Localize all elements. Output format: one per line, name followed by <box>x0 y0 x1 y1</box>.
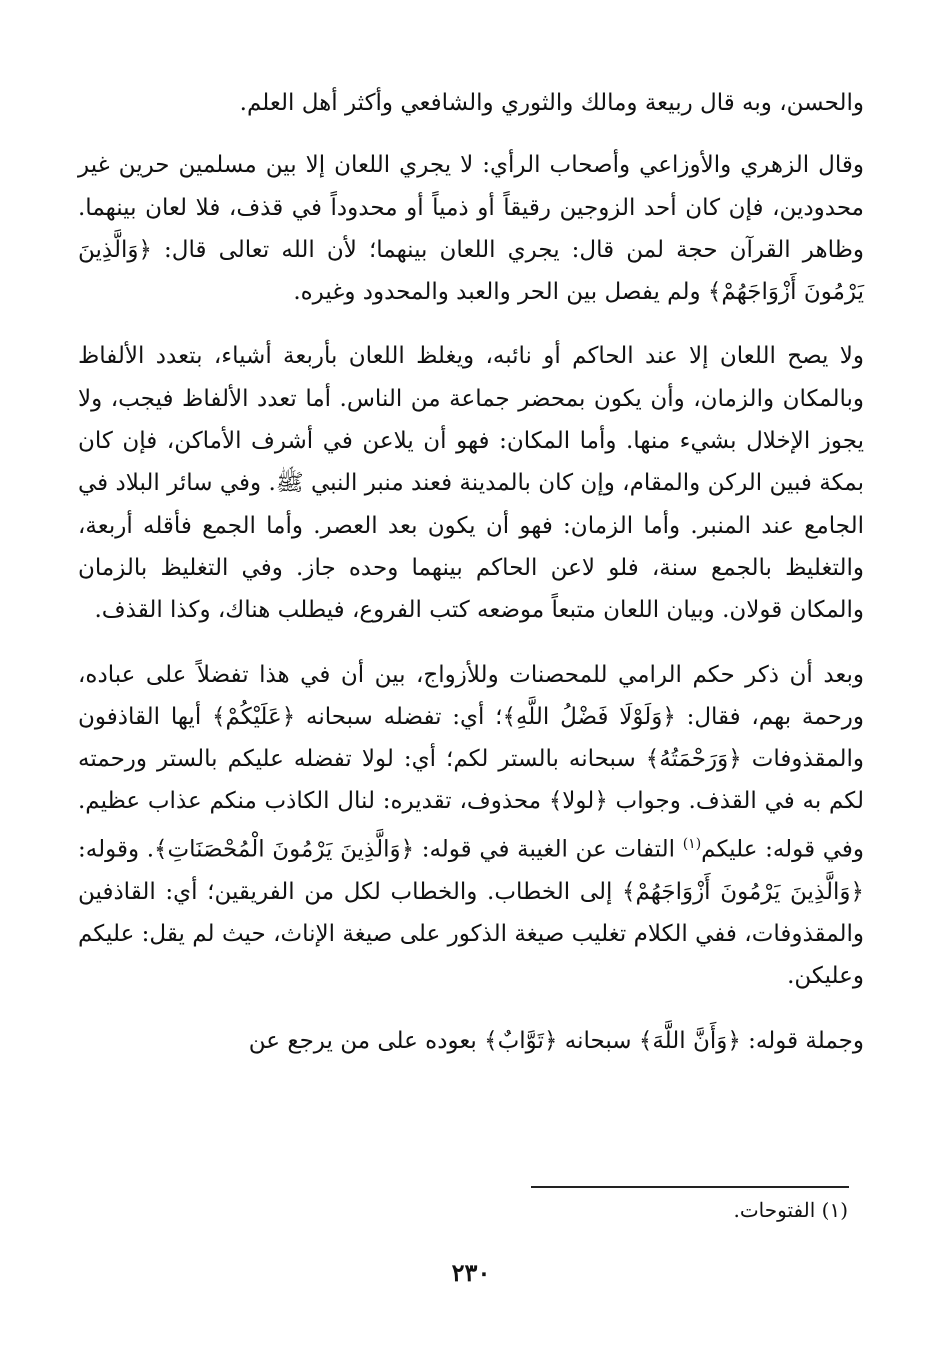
paragraph-3: ولا يصح اللعان إلا عند الحاكم أو نائبه، ويغلظ اللعان بأربعة أشياء، بتعدد الألفاظ وبالمكان والزمان، وأن يكون بمحضر جماعة من الناس. أما تعدد الألفاظ فيجب، ولا يجوز الإخلال بشيء منها. وأما المكان: فهو أن يلاعن في أشرف الأماكن، فإن كان بمكة فبين الركن والمقام، وإن كان بالمدينة فعند منبر النبي ﷺ. وفي سائر البلاد في الجامع عند المنبر. وأما الزمان: فهو أن يكون بعد العصر. وأما الجمع فأقله أربعة، والتغليظ بالجمع سنة، فلو لاعن الحاكم بينهما وحده جاز. وفي التغليظ بالزمان والمكان قولان. وبيان اللعان متبعاً موضعه كتب الفروع، فيطلب هناك، وكذا القذف. <box>78 343 864 624</box>
footnote-separator <box>531 1186 849 1188</box>
footnote-reference: (١) <box>682 835 702 852</box>
page-number: ٢٣٠ <box>451 1258 491 1287</box>
footnote: (١) الفتوحات. <box>733 1198 848 1222</box>
paragraph-4-part-a: وبعد أن ذكر حكم الرامي للمحصنات وللأزواج، بين أن في هذا تفضلاً على عباده، ورحمة بهم، فقال: ﴿وَلَوْلَا فَضْلُ اللَّهِ﴾؛ أي: تفضله سبحانه ﴿عَلَيْكُمْ﴾ أيها القاذفون والمقذوفات ﴿وَرَحْمَتُهُ﴾ سبحانه بالستر لكم؛ أي: لولا تفضله عليكم بالستر ورحمته لكم به في القذف. وجواب ﴿لولا﴾ محذوف، تقديره: لنال الكاذب منكم عذاب عظيم. وفي قوله: عليكم <box>78 661 864 863</box>
paragraph-5: وجملة قوله: ﴿وَأَنَّ اللَّهَ﴾ سبحانه ﴿تَوَّابٌ﴾ بعوده على من يرجع عن <box>248 1027 864 1054</box>
paragraph-1: والحسن، وبه قال ربيعة ومالك والثوري والشافعي وأكثر أهل العلم. <box>239 90 864 116</box>
paragraph-4-part-b: التفات عن الغيبة في قوله: ﴿وَالَّذِينَ يَرْمُونَ الْمُحْصَنَاتِ﴾. وقوله: ﴿وَالَّذِينَ يَرْمُونَ أَزْوَاجَهُمْ﴾ إلى الخطاب. والخطاب لكل من الفريقين؛ أي: القاذفين والمقذوفات، ففي الكلام تغليب صيغة الذكور على صيغة الإناث، حيث لم يقل: عليكم وعليكن. <box>78 836 864 990</box>
main-text <box>78 82 864 1084</box>
paragraph-2: وقال الزهري والأوزاعي وأصحاب الرأي: لا يجري اللعان إلا بين مسلمين حرين غير محدودين، فإن كان أحد الزوجين رقيقاً أو ذمياً أو محدوداً في قذف، فلا لعان بينهما. وظاهر القرآن حجة لمن قال: يجري اللعان بينهما؛ لأن الله تعالى قال: ﴿وَالَّذِينَ يَرْمُونَ أَزْوَاجَهُمْ﴾ ولم يفصل بين الحر والعبد والمحدود وغيره. <box>78 152 864 306</box>
paragraph-4 <box>78 654 864 998</box>
